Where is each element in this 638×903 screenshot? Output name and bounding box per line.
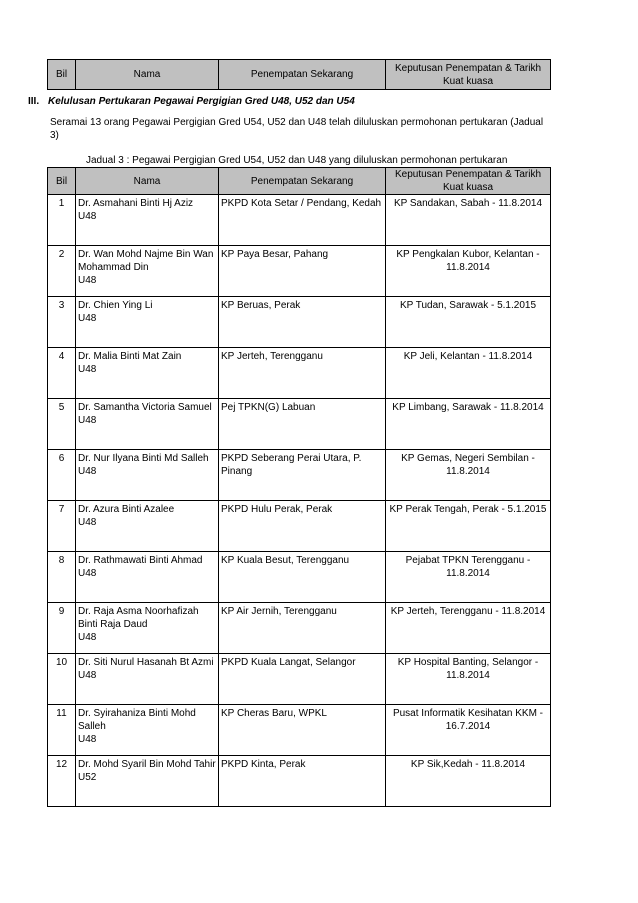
cell-keputusan: Pusat Informatik Kesihatan KKM - 16.7.2014	[386, 705, 551, 756]
gred-text: U48	[78, 568, 97, 579]
gred-text: U52	[78, 772, 97, 783]
nama-text: Dr. Samantha Victoria Samuel	[78, 402, 212, 413]
header-bil: Bil	[48, 168, 76, 195]
header-penempatan: Penempatan Sekarang	[219, 168, 386, 195]
nama-text: Dr. Malia Binti Mat Zain	[78, 351, 182, 362]
table-row	[48, 297, 551, 348]
gred-text: U48	[78, 466, 97, 477]
table-row	[48, 246, 551, 297]
gred-text: U48	[78, 670, 97, 681]
nama-text: Dr. Nur Ilyana Binti Md Salleh	[78, 453, 209, 464]
cell-penempatan: KP Jerteh, Terengganu	[219, 348, 386, 399]
gred-text: U48	[78, 632, 97, 643]
cell-penempatan: PKPD Kuala Langat, Selangor	[219, 654, 386, 705]
cell-bil: 9	[48, 603, 76, 654]
cell-bil: 8	[48, 552, 76, 603]
table-row	[48, 654, 551, 705]
gred-text: U48	[78, 313, 97, 324]
cell-keputusan: KP Tudan, Sarawak - 5.1.2015	[386, 297, 551, 348]
table-row	[48, 756, 551, 807]
cell-keputusan: KP Sik,Kedah - 11.8.2014	[386, 756, 551, 807]
cell-bil: 4	[48, 348, 76, 399]
cell-penempatan: KP Paya Besar, Pahang	[219, 246, 386, 297]
nama-text: Dr. Rathmawati Binti Ahmad	[78, 555, 203, 566]
gred-text: U48	[78, 364, 97, 375]
cell-bil: 1	[48, 195, 76, 246]
table-row	[48, 705, 551, 756]
cell-nama	[76, 552, 219, 603]
cell-nama	[76, 501, 219, 552]
header-penempatan: Penempatan Sekarang	[219, 60, 386, 90]
cell-keputusan: KP Pengkalan Kubor, Kelantan - 11.8.2014	[386, 246, 551, 297]
section-paragraph: Seramai 13 orang Pegawai Pergigian Gred U54, U52 dan U48 telah diluluskan permohonan pertukaran (Jadual 3)	[50, 117, 544, 141]
table-row	[48, 195, 551, 246]
cell-penempatan: PKPD Kinta, Perak	[219, 756, 386, 807]
table-row	[48, 552, 551, 603]
table-row	[48, 450, 551, 501]
cell-keputusan: KP Jeli, Kelantan - 11.8.2014	[386, 348, 551, 399]
nama-text: Dr. Wan Mohd Najme Bin Wan Mohammad Din	[78, 249, 214, 273]
table-row	[48, 501, 551, 552]
cell-penempatan: PKPD Hulu Perak, Perak	[219, 501, 386, 552]
section-heading	[28, 96, 355, 107]
table-caption: Jadual 3 : Pegawai Pergigian Gred U54, U52 dan U48 yang diluluskan permohonan pertukaran	[86, 155, 508, 166]
transfer-table	[47, 167, 551, 807]
cell-bil: 2	[48, 246, 76, 297]
header-keputusan: Keputusan Penempatan & Tarikh Kuat kuasa	[386, 60, 551, 90]
cell-nama	[76, 450, 219, 501]
cell-keputusan: KP Sandakan, Sabah - 11.8.2014	[386, 195, 551, 246]
table-row	[48, 399, 551, 450]
header-bil: Bil	[48, 60, 76, 90]
cell-bil: 7	[48, 501, 76, 552]
cell-bil: 10	[48, 654, 76, 705]
gred-text: U48	[78, 734, 97, 745]
cell-penempatan: KP Air Jernih, Terengganu	[219, 603, 386, 654]
section-title: Kelulusan Pertukaran Pegawai Pergigian Gred U48, U52 dan U54	[48, 96, 355, 107]
table-row	[48, 603, 551, 654]
cell-nama	[76, 297, 219, 348]
cell-nama	[76, 195, 219, 246]
header-nama: Nama	[76, 168, 219, 195]
gred-text: U48	[78, 517, 97, 528]
cell-penempatan: PKPD Seberang Perai Utara, P. Pinang	[219, 450, 386, 501]
previous-table-header	[47, 59, 551, 90]
nama-text: Dr. Chien Ying Li	[78, 300, 153, 311]
gred-text: U48	[78, 415, 97, 426]
nama-text: Dr. Mohd Syaril Bin Mohd Tahir	[78, 759, 216, 770]
cell-nama	[76, 705, 219, 756]
cell-keputusan: KP Perak Tengah, Perak - 5.1.2015	[386, 501, 551, 552]
nama-text: Dr. Syirahaniza Binti Mohd Salleh	[78, 708, 196, 732]
cell-penempatan: KP Kuala Besut, Terengganu	[219, 552, 386, 603]
header-keputusan: Keputusan Penempatan & Tarikh Kuat kuasa	[386, 168, 551, 195]
cell-keputusan: Pejabat TPKN Terengganu - 11.8.2014	[386, 552, 551, 603]
header-row	[48, 60, 551, 90]
cell-penempatan: PKPD Kota Setar / Pendang, Kedah	[219, 195, 386, 246]
cell-bil: 5	[48, 399, 76, 450]
cell-nama	[76, 756, 219, 807]
gred-text: U48	[78, 275, 97, 286]
header-nama: Nama	[76, 60, 219, 90]
nama-text: Dr. Siti Nurul Hasanah Bt Azmi	[78, 657, 214, 668]
cell-bil: 3	[48, 297, 76, 348]
cell-nama	[76, 348, 219, 399]
cell-bil: 11	[48, 705, 76, 756]
cell-nama	[76, 399, 219, 450]
cell-nama	[76, 654, 219, 705]
cell-penempatan: Pej TPKN(G) Labuan	[219, 399, 386, 450]
cell-nama	[76, 603, 219, 654]
section-number: III.	[28, 96, 40, 107]
table-row	[48, 348, 551, 399]
cell-keputusan: KP Gemas, Negeri Sembilan - 11.8.2014	[386, 450, 551, 501]
cell-keputusan: KP Jerteh, Terengganu - 11.8.2014	[386, 603, 551, 654]
cell-keputusan: KP Hospital Banting, Selangor - 11.8.2014	[386, 654, 551, 705]
nama-text: Dr. Asmahani Binti Hj Aziz	[78, 198, 194, 209]
cell-keputusan: KP Limbang, Sarawak - 11.8.2014	[386, 399, 551, 450]
cell-bil: 12	[48, 756, 76, 807]
cell-bil: 6	[48, 450, 76, 501]
cell-penempatan: KP Beruas, Perak	[219, 297, 386, 348]
cell-nama	[76, 246, 219, 297]
nama-text: Dr. Raja Asma Noorhafizah Binti Raja Daud	[78, 606, 199, 630]
header-row	[48, 168, 551, 195]
gred-text: U48	[78, 211, 97, 222]
nama-text: Dr. Azura Binti Azalee	[78, 504, 175, 515]
cell-penempatan: KP Cheras Baru, WPKL	[219, 705, 386, 756]
